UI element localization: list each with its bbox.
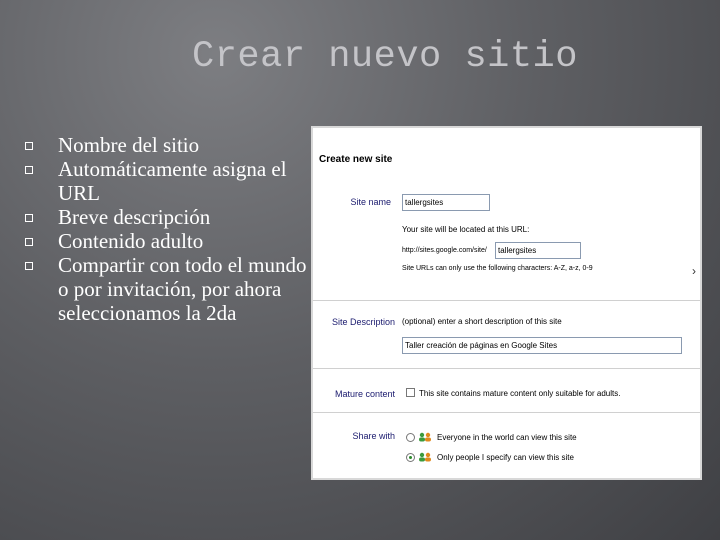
people-icon [418,432,432,442]
share-everyone-text: Everyone in the world can view this site [437,433,577,442]
description-hint: (optional) enter a short description of this site [402,317,562,326]
description-input[interactable]: Taller creación de páginas en Google Sites [402,337,682,354]
share-everyone-radio[interactable] [406,433,415,442]
url-input[interactable]: tallergsites [495,242,581,259]
people-icon [418,452,432,462]
share-with-label: Share with [352,431,395,441]
create-site-panel [313,128,700,478]
mature-checkbox[interactable] [406,388,415,397]
slide-title: Crear nuevo sitio [192,36,578,78]
bullet-list [22,133,317,325]
site-name-input[interactable]: tallergsites [402,194,490,211]
square-bullet-icon [25,214,33,222]
share-specific-radio[interactable] [406,453,415,462]
site-description-label: Site Description [331,317,395,327]
bullet-item: Automáticamente asigna el URL [22,157,317,205]
url-intro: Your site will be located at this URL: [402,225,530,234]
mature-content-label: Mature content [334,389,395,399]
bullet-item: Nombre del sitio [22,133,317,157]
divider [313,300,700,301]
url-hint: Site URLs can only use the following characters: A-Z, a-z, 0-9 [402,265,593,272]
square-bullet-icon [25,142,33,150]
square-bullet-icon [25,166,33,174]
bullet-item: Breve descripción [22,205,317,229]
square-bullet-icon [25,262,33,270]
divider [313,368,700,369]
panel-heading: Create new site [319,154,393,165]
share-specific-text: Only people I specify can view this site [437,453,574,462]
chevron-right-icon[interactable]: › [692,264,696,278]
bullet-item: Compartir con todo el mundo o por invitación, por ahora seleccionamos la 2da [22,253,317,325]
url-prefix: http://sites.google.com/site/ [402,247,487,254]
site-name-label: Site name [350,197,391,207]
square-bullet-icon [25,238,33,246]
bullet-item: Contenido adulto [22,229,317,253]
mature-text: This site contains mature content only suitable for adults. [419,389,621,398]
embedded-screenshot [311,126,702,480]
divider [313,412,700,413]
